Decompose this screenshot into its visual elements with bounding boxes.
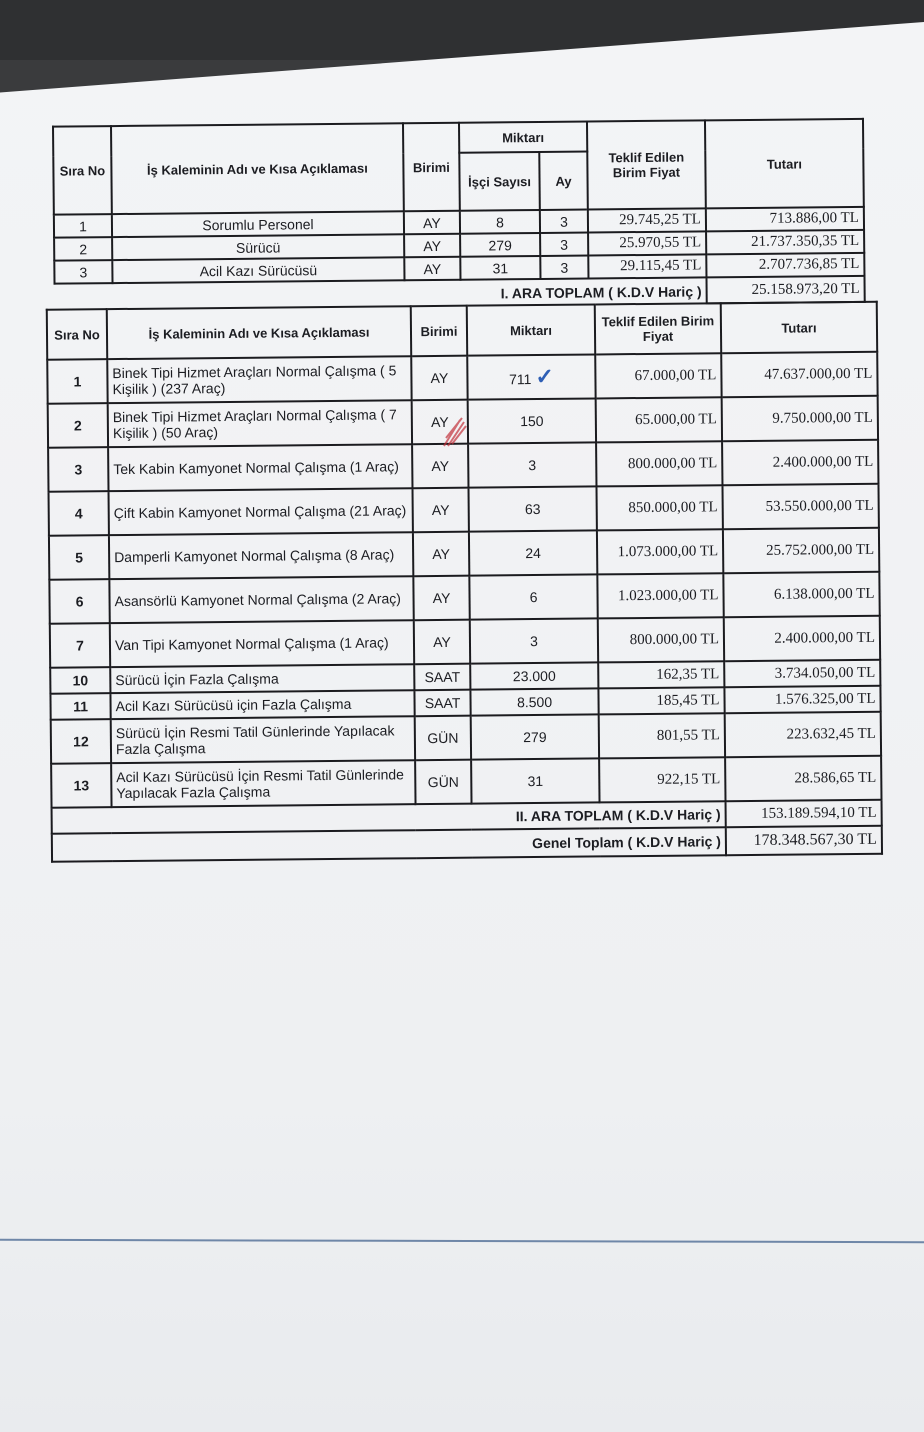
row-total: 53.550.000,00 TL <box>722 484 878 529</box>
header-fiyat: Teklif Edilen Birim Fiyat <box>587 120 706 209</box>
row-price: 800.000,00 TL <box>596 441 722 486</box>
row-price: 922,15 TL <box>599 757 725 802</box>
header-fiyat: Teklif Edilen Birim Fiyat <box>595 303 721 354</box>
row-total: 21.737.350,35 TL <box>706 230 864 255</box>
row-qty: 279 <box>471 714 599 759</box>
checkmark-icon: ✓ <box>535 363 554 390</box>
table-row <box>51 756 881 808</box>
row-no: 2 <box>48 403 108 448</box>
price-offer-document <box>16 118 883 863</box>
row-ay: 3 <box>540 210 588 233</box>
row-isci: 8 <box>460 210 540 234</box>
personnel-table <box>52 118 866 311</box>
row-name: Binek Tipi Hizmet Araçları Normal Çalışma ( 7 Kişilik ) (50 Araç) <box>108 400 412 447</box>
row-total: 47.637.000,00 TL <box>721 352 877 397</box>
header-isci-sayisi: İşçi Sayısı <box>459 152 540 211</box>
row-qty: 3 <box>468 442 596 487</box>
row-no: 1 <box>54 214 112 238</box>
vehicle-table <box>46 301 883 863</box>
row-unit: SAAT <box>414 664 470 691</box>
row-qty: 63 <box>468 486 596 531</box>
row-name: Binek Tipi Hizmet Araçları Normal Çalışma ( 5 Kişilik ) (237 Araç) <box>107 356 411 403</box>
row-qty: 3 <box>470 618 598 663</box>
row-total: 28.586,65 TL <box>725 756 881 801</box>
row-unit: SAAT <box>414 690 470 717</box>
row-name: Sürücü İçin Fazla Çalışma <box>110 664 414 693</box>
row-total: 9.750.000,00 TL <box>722 396 878 441</box>
row-no: 3 <box>48 447 108 492</box>
header-birimi: Birimi <box>403 123 460 212</box>
header-tutari: Tutarı <box>721 302 877 353</box>
row-price: 67.000,00 TL <box>595 353 721 398</box>
row-unit: AY <box>404 257 460 281</box>
grand-total-label: Genel Toplam ( K.D.V Hariç ) <box>52 827 726 861</box>
row-name: Van Tipi Kamyonet Normal Çalışma (1 Araç) <box>110 620 414 667</box>
row-total: 2.400.000,00 TL <box>722 440 878 485</box>
row-isci: 279 <box>460 233 540 257</box>
row-total: 713.886,00 TL <box>706 207 864 232</box>
row-total: 3.734.050,00 TL <box>724 660 880 687</box>
row-unit: AY <box>414 620 470 665</box>
header-tutari: Tutarı <box>705 119 864 209</box>
table-row <box>49 572 879 624</box>
header-kalem: İş Kaleminin Adı ve Kısa Açıklaması <box>107 306 411 359</box>
row-no: 4 <box>49 491 109 536</box>
table-row <box>50 616 880 668</box>
row-unit: GÜN <box>415 716 471 761</box>
header-kalem: İş Kaleminin Adı ve Kısa Açıklaması <box>111 123 404 214</box>
grand-total-value: 178.348.567,30 TL <box>726 826 882 855</box>
row-unit: AY <box>404 211 460 235</box>
table-row <box>51 712 881 764</box>
subtotal-1-label: I. ARA TOPLAM ( K.D.V Hariç ) <box>55 277 707 309</box>
table-row <box>47 352 877 404</box>
row-price: 65.000,00 TL <box>596 397 722 442</box>
row-unit: AY <box>413 576 469 621</box>
row-total: 25.752.000,00 TL <box>723 528 879 573</box>
row-name: Sürücü İçin Resmi Tatil Günlerinde Yapılacak Fazla Çalışma <box>111 716 415 763</box>
header-miktari: Miktarı <box>459 122 587 153</box>
row-qty: 23.000 <box>470 662 598 689</box>
header-sira-no: Sıra No <box>53 126 112 215</box>
row-name: Acil Kazı Sürücüsü için Fazla Çalışma <box>110 690 414 719</box>
row-no: 1 <box>47 359 107 404</box>
row-name: Sorumlu Personel <box>112 211 404 237</box>
subtotal-2-label: II. ARA TOPLAM ( K.D.V Hariç ) <box>52 801 726 833</box>
row-price: 185,45 TL <box>598 687 724 714</box>
row-price: 801,55 TL <box>599 713 725 758</box>
row-no: 10 <box>50 667 110 694</box>
row-unit: AY <box>412 400 468 445</box>
row-qty: 31 <box>471 758 599 803</box>
subtotal-2-value: 153.189.594,10 TL <box>726 800 882 827</box>
row-ay: 3 <box>540 256 588 279</box>
row-ay: 3 <box>540 233 588 256</box>
row-price: 1.073.000,00 TL <box>597 529 723 574</box>
row-no: 3 <box>54 260 112 284</box>
subtotal-1-value: 25.158.973,20 TL <box>706 276 864 304</box>
row-qty: 8.500 <box>470 688 598 715</box>
row-total: 2.400.000,00 TL <box>724 616 880 661</box>
table-row <box>49 528 879 580</box>
table-row <box>49 484 879 536</box>
red-pen-mark-icon <box>440 414 470 450</box>
row-name: Tek Kabin Kamyonet Normal Çalışma (1 Araç) <box>108 444 412 491</box>
row-unit: AY <box>413 532 469 577</box>
row-unit: AY <box>412 444 468 489</box>
row-total: 6.138.000,00 TL <box>723 572 879 617</box>
row-unit: GÜN <box>415 760 471 805</box>
header-miktari: Miktarı <box>467 304 595 355</box>
row-price: 162,35 TL <box>598 661 724 688</box>
row-name: Sürücü <box>112 234 404 260</box>
row-no: 11 <box>50 693 110 720</box>
row-no: 6 <box>49 579 109 624</box>
row-qty: 150 <box>468 398 596 443</box>
row-no: 7 <box>50 623 110 668</box>
row-price: 850.000,00 TL <box>596 485 722 530</box>
row-price: 25.970,55 TL <box>588 231 706 255</box>
row-name: Acil Kazı Sürücüsü İçin Resmi Tatil Günlerinde Yapılacak Fazla Çalışma <box>111 760 415 807</box>
row-unit: AY <box>404 234 460 258</box>
row-total: 1.576.325,00 TL <box>724 686 880 713</box>
row-price: 29.745,25 TL <box>588 208 706 232</box>
row-no: 13 <box>51 763 111 808</box>
row-qty: 711 <box>508 371 532 388</box>
row-unit: AY <box>412 488 468 533</box>
row-price: 1.023.000,00 TL <box>597 573 723 618</box>
row-no: 2 <box>54 237 112 261</box>
header-birimi: Birimi <box>411 306 467 357</box>
header-sira-no: Sıra No <box>47 309 107 360</box>
row-qty: 24 <box>469 530 597 575</box>
header-ay: Ay <box>539 152 588 210</box>
row-price: 800.000,00 TL <box>598 617 724 662</box>
row-no: 12 <box>51 719 111 764</box>
row-price: 29.115,45 TL <box>588 254 706 278</box>
row-qty: 6 <box>469 574 597 619</box>
row-no: 5 <box>49 535 109 580</box>
row-name: Damperli Kamyonet Normal Çalışma (8 Araç) <box>109 532 413 579</box>
row-name: Asansörlü Kamyonet Normal Çalışma (2 Araç) <box>109 576 413 623</box>
row-name: Acil Kazı Sürücüsü <box>112 257 404 283</box>
row-isci: 31 <box>460 256 540 280</box>
row-unit: AY <box>411 356 467 401</box>
row-total: 2.707.736,85 TL <box>706 253 864 278</box>
row-total: 223.632,45 TL <box>725 712 881 757</box>
row-name: Çift Kabin Kamyonet Normal Çalışma (21 Araç) <box>109 488 413 535</box>
